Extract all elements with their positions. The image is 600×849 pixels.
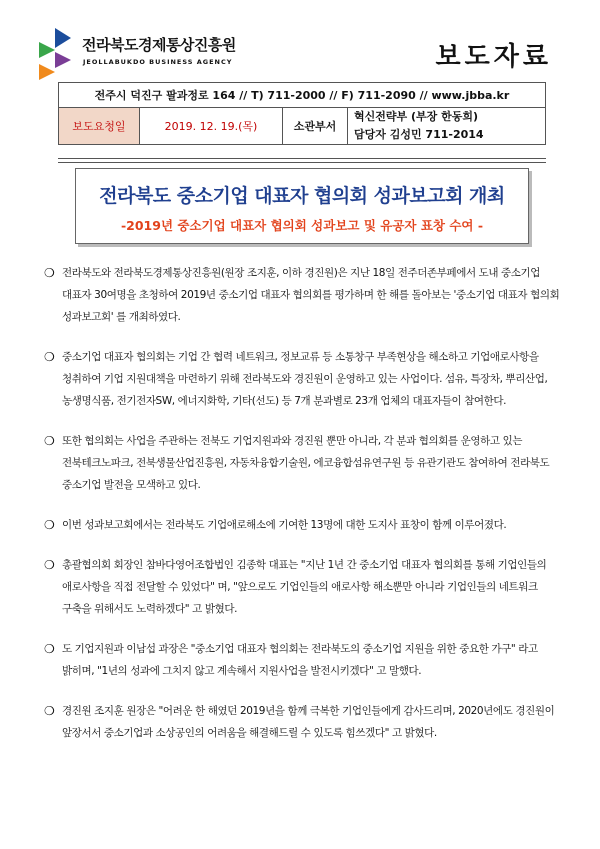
paragraph-text: 도 기업지원과 이남섭 과장은 "중소기업 대표자 협의회는 전라북도의 중소기업 지원을 위한 중요한 가구" 라고 밝히며, "1년의 성과에 그치지 않고 계속해서 지원사업을 발전시키겠다" 고 말했다. [62, 643, 538, 677]
bullet-icon: ❍ [44, 558, 55, 572]
contact-line: 전주시 덕진구 팔과정로 164 // T) 711-2000 // F) 711-2090 // www.jbba.kr [59, 83, 546, 108]
headline-title: 전라북도 중소기업 대표자 협의회 성과보고회 개최 [99, 185, 505, 207]
article-body [40, 262, 566, 744]
bullet-icon: ❍ [44, 518, 55, 532]
agency-logo [38, 28, 72, 80]
paragraph-text: 경진원 조지훈 원장은 "어려운 한 해였던 2019년을 함께 극복한 기업인들에게 감사드리며, 2020년에도 경진원이 앞장서서 중소기업과 소상공인의 어려움을 해결해드릴 수 있도록 힘쓰겠다" 고 밝혔다. [62, 705, 555, 739]
paragraph-text: 총괄협의회 회장인 참바다영어조합법인 김종학 대표는 "지난 1년 간 중소기업 대표자 협의회를 통해 기업인들의 애로사항을 직접 전달할 수 있었다" 며, "앞으로도 기업인들의 애로사항 해소뿐만 아니라 기업인들의 네트워크 구축을 위해서도 노력하겠다" 고 밝혔다. [62, 559, 547, 615]
department-info [348, 108, 546, 145]
org-name-english: JEOLLABUKDO BUSINESS AGENCY [83, 58, 233, 66]
paragraph [40, 262, 566, 328]
department-name: 혁신전략부 (부장 한동희) [354, 110, 478, 123]
headline-box [75, 168, 529, 244]
bullet-icon: ❍ [44, 350, 55, 364]
paragraph [40, 430, 566, 496]
paragraph [40, 700, 566, 744]
paragraph-text: 또한 협의회는 사업을 주관하는 전북도 기업지원과와 경진원 뿐만 아니라, 각 분과 협의회를 운영하고 있는 전북테크노파크, 전북생물산업진흥원, 자동차융합기술원, 에코융합섬유연구원 등 유관기관도 참여하여 전라북도 중소기업 발전을 모색하고 있다. [62, 435, 550, 491]
paragraph [40, 514, 566, 536]
document-header [38, 28, 560, 80]
org-name: 전라북도경제통상진흥원 [82, 36, 236, 54]
paragraph-text: 중소기업 대표자 협의회는 기업 간 협력 네트워크, 정보교류 등 소통창구 부족현상을 해소하고 기업애로사항을 청취하여 기업 지원대책을 마련하기 위해 전라북도와 경진원이 운영하고 있는 사업이다. 섬유, 특장차, 뿌리산업, 농생명식품, 전기전자SW, 에너지화학, 기타(선도) 등 7개 분과별로 23개 업체의 대표자들이 참여한다. [62, 351, 548, 407]
headline-subtitle: -2019년 중소기업 대표자 협의회 성과보고 및 유공자 표창 수여 - [120, 218, 484, 233]
paragraph-text: 전라북도와 전라북도경제통상진흥원(원장 조지훈, 이하 경진원)은 지난 18일 전주더존부페에서 도내 중소기업 대표자 30여명을 초청하여 2019년 중소기업 대표자 협의회를 평가하며 한 해를 돌아보는 '중소기업 대표자 협의회 성과보고회' 를 개최하였다. [62, 267, 560, 323]
paragraph [40, 638, 566, 682]
bullet-icon: ❍ [44, 266, 55, 280]
bullet-icon: ❍ [44, 434, 55, 448]
bullet-icon: ❍ [44, 642, 55, 656]
paragraph [40, 346, 566, 412]
paragraph-text: 이번 성과보고회에서는 전라북도 기업애로해소에 기여한 13명에 대한 도지사 표창이 함께 이루어졌다. [62, 519, 507, 531]
contact-info-table [58, 82, 546, 145]
press-release-title: 보도자료 [435, 42, 552, 72]
divider-line [58, 158, 546, 163]
bullet-icon: ❍ [44, 704, 55, 718]
date-value: 2019. 12. 19.(목) [140, 108, 283, 145]
paragraph [40, 554, 566, 620]
department-label: 소관부서 [283, 108, 348, 145]
date-label: 보도요청일 [59, 108, 140, 145]
contact-person: 담당자 김성민 711-2014 [354, 128, 484, 141]
